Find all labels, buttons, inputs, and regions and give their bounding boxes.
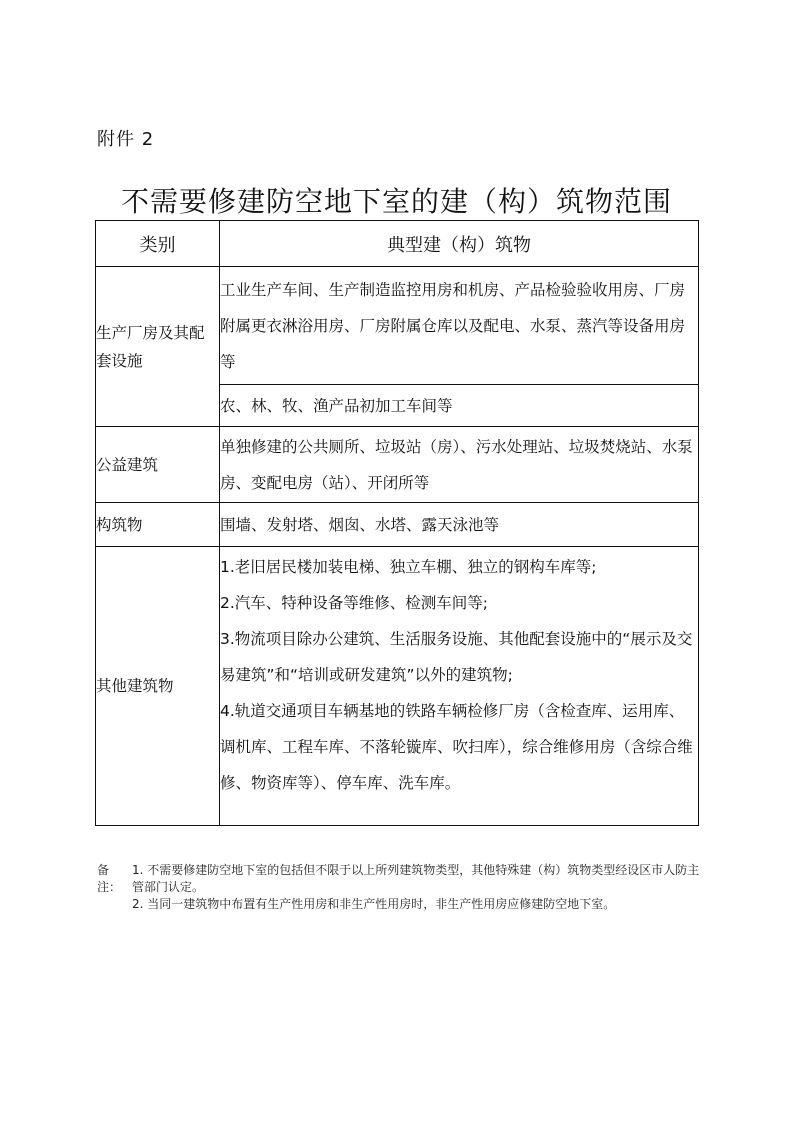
- description-cell: 围墙、发射塔、烟囱、水塔、露天泳池等: [220, 503, 699, 547]
- category-cell: 公益建筑: [96, 427, 220, 503]
- table-row: [96, 547, 699, 826]
- header-typical-buildings: 典型建（构）筑物: [220, 221, 699, 267]
- description-cell: 单独修建的公共厕所、垃圾站（房）、污水处理站、垃圾焚烧站、水泵房、变配电房（站）、开闭所等: [220, 427, 699, 503]
- note-row: [97, 862, 707, 896]
- document-title: 不需要修建防空地下室的建（构）筑物范围: [120, 185, 672, 218]
- notes-label: 备注：: [97, 863, 122, 894]
- note-item: 1. 不需要修建防空地下室的包括但不限于以上所列建筑物类型，其他特殊建（构）筑物类型经设区市人防主管部门认定。: [132, 863, 700, 894]
- description-cell: 工业生产车间、生产制造监控用房和机房、产品检验验收用房、厂房附属更衣淋浴用房、厂房附属仓库以及配电、水泵、蒸汽等设备用房等: [220, 267, 699, 385]
- scope-table: [95, 220, 699, 826]
- description-cell: 农、林、牧、渔产品初加工车间等: [220, 385, 699, 427]
- table-row: [96, 267, 699, 385]
- table-row: [96, 427, 699, 503]
- list-item: 2.汽车、特种设备等维修、检测车间等;: [220, 594, 489, 612]
- notes-section: [97, 862, 707, 913]
- list-item: 1.老旧居民楼加装电梯、独立车棚、独立的钢构车库等;: [220, 558, 597, 576]
- category-cell: 构筑物: [96, 503, 220, 547]
- note-item: 2. 当同一建筑物中布置有生产性用房和非生产性用房时，非生产性用房应修建防空地下室。: [132, 897, 616, 911]
- note-row: [97, 896, 707, 913]
- category-cell: 其他建筑物: [96, 547, 220, 826]
- table-row: [96, 503, 699, 547]
- list-item: 3.物流项目除办公建筑、生活服务设施、其他配套设施中的“展示及交易建筑”和“培训或研发建筑”以外的建筑物;: [220, 630, 693, 684]
- list-item: 4.轨道交通项目车辆基地的铁路车辆检修厂房（含检查库、运用库、调机库、工程车库、不落轮镟库、吹扫库），综合维修用房（含综合维修、物资库等）、停车库、洗车库。: [220, 702, 693, 792]
- annex-label: 附件 2: [97, 129, 155, 150]
- category-cell: 生产厂房及其配套设施: [96, 267, 220, 427]
- table-header-row: [96, 221, 699, 267]
- header-category: 类别: [96, 221, 220, 267]
- description-cell: [220, 547, 699, 826]
